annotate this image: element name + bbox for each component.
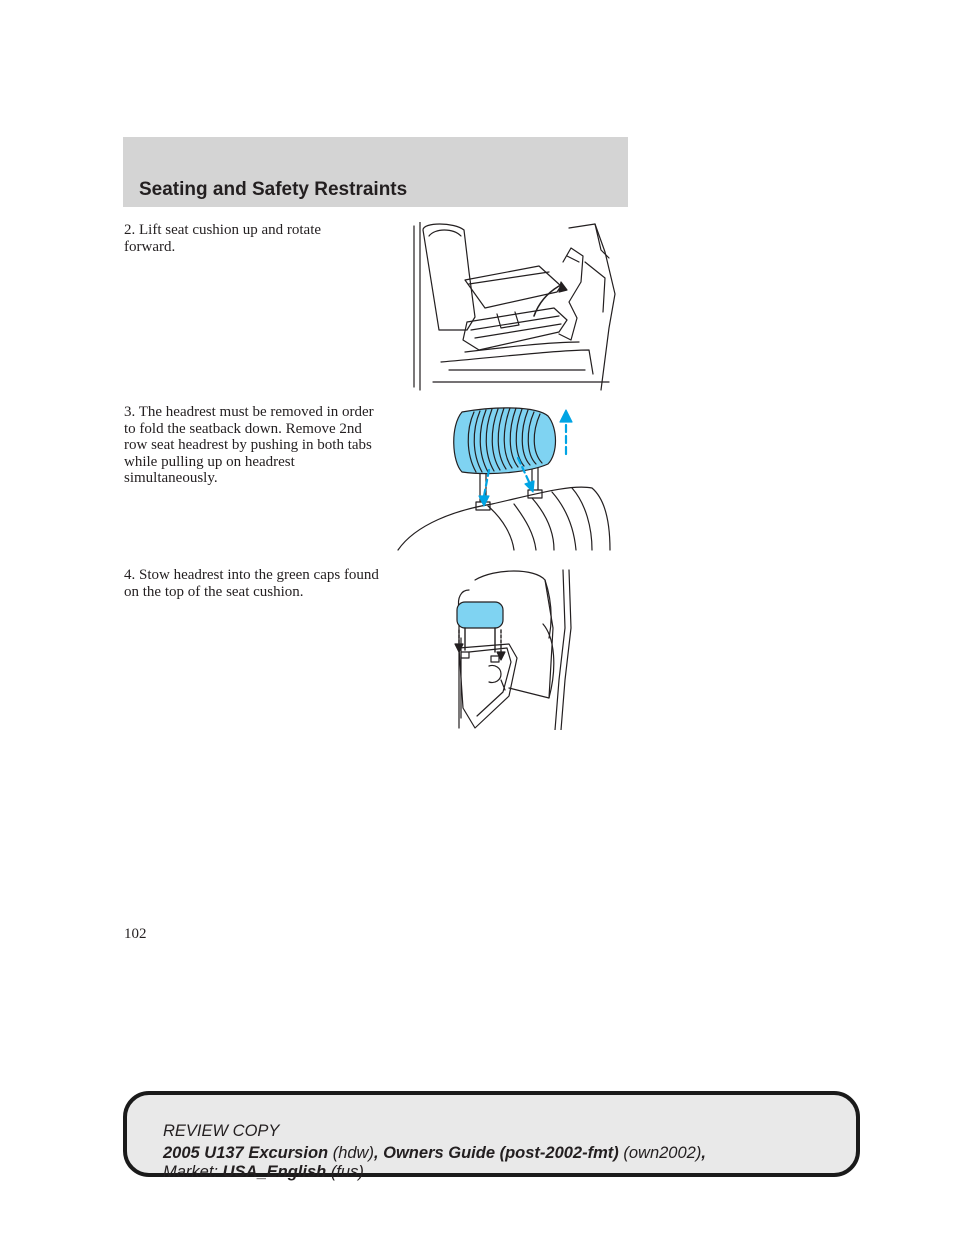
footer-model: 2005 U137 Excursion — [163, 1144, 329, 1162]
step-4-text: 4. Stow headrest into the green caps found on the top of the seat cushion. — [124, 567, 379, 600]
step-2-text: 2. Lift seat cushion up and rotate forward. — [124, 222, 322, 255]
footer-guide-code: (own2002) — [623, 1144, 702, 1162]
headrest-stow-illustration — [445, 568, 575, 730]
footer-model-code: (hdw) — [332, 1144, 374, 1162]
footer-separator-2: , — [701, 1144, 706, 1162]
section-header-band — [123, 137, 628, 207]
page-number: 102 — [124, 926, 147, 942]
footer-market: USA_English — [222, 1163, 327, 1181]
footer-market-info — [163, 1163, 364, 1181]
footer-guide: Owners Guide (post-2002-fmt) — [383, 1144, 619, 1162]
footer-separator-1: , — [373, 1144, 384, 1162]
seat-cushion-rotate-illustration — [409, 222, 624, 392]
footer-market-code: (fus) — [330, 1163, 364, 1181]
step-3-text: 3. The headrest must be removed in order to fold the seatback down. Remove 2nd row seat headrest by pushing in both tabs while pulling up on headrest simultaneously. — [124, 404, 374, 486]
footer-document-info — [163, 1144, 706, 1162]
section-title: Seating and Safety Restraints — [139, 179, 408, 200]
footer-review-label: REVIEW COPY — [163, 1122, 280, 1140]
footer-market-label: Market: — [163, 1163, 219, 1181]
headrest-removal-illustration — [396, 404, 612, 552]
review-copy-footer — [123, 1091, 860, 1181]
